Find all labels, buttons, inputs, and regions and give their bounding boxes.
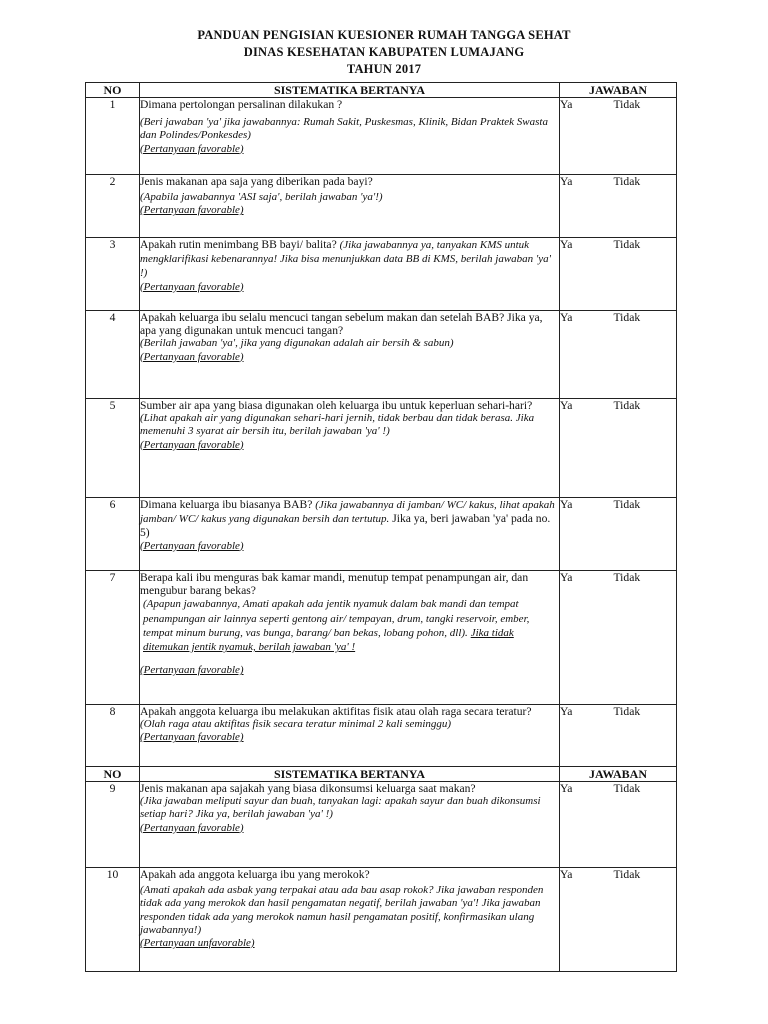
answer-tidak: Tidak <box>614 311 677 399</box>
header-title: PANDUAN PENGISIAN KUESIONER RUMAH TANGGA SEHAT <box>197 28 571 42</box>
question-note: (Jika jawaban meliputi sayur dan buah, tanyakan lagi: apakah sayur dan buah dikonsumsi setiap hari? Jika ya, berilah jawaban 'ya' !) <box>140 795 541 821</box>
table-row <box>86 705 677 767</box>
answer-ya: Ya <box>560 238 614 311</box>
column-header-no: NO <box>86 767 140 782</box>
answer-ya: Ya <box>560 175 614 238</box>
question-cell <box>140 782 560 868</box>
question-text: Dimana keluarga ibu biasanya BAB? <box>140 498 313 511</box>
table-row <box>86 782 677 868</box>
question-text: Apakah ada anggota keluarga ibu yang merokok? <box>140 868 370 881</box>
question-note: (Apabila jawabannya 'ASI saja', berilah jawaban 'ya'!) <box>140 191 383 204</box>
table-row <box>86 498 677 571</box>
table-row <box>86 868 677 972</box>
row-number: 9 <box>86 782 140 868</box>
table-header-row <box>86 83 677 98</box>
question-cell <box>140 98 560 175</box>
question-cell <box>140 399 560 498</box>
question-cell <box>140 498 560 571</box>
answer-ya: Ya <box>560 782 614 868</box>
row-number: 8 <box>86 705 140 767</box>
answer-tidak: Tidak <box>614 399 677 498</box>
question-tag: (Pertanyaan favorable) <box>140 280 244 293</box>
row-number: 5 <box>86 399 140 498</box>
row-number: 4 <box>86 311 140 399</box>
table-row <box>86 571 677 705</box>
question-text: Jenis makanan apa sajakah yang biasa dikonsumsi keluarga saat makan? <box>140 782 476 795</box>
question-text: Apakah rutin menimbang BB bayi/ balita? <box>140 238 337 251</box>
answer-ya: Ya <box>560 399 614 498</box>
question-tag: (Pertanyaan favorable) <box>140 350 244 363</box>
column-header-no: NO <box>86 83 140 98</box>
row-number: 6 <box>86 498 140 571</box>
column-header-answer: JAWABAN <box>560 83 677 98</box>
answer-tidak: Tidak <box>614 705 677 767</box>
question-line <box>140 597 559 654</box>
question-note: (Jika jawabannya di jamban/ WC/ kakus, lihat apakah jamban/ WC/ kakus yang digunakan bersih dan tertutup. <box>140 499 555 526</box>
question-note: (Lihat apakah air yang digunakan sehari-hari jernih, tidak berbau dan tidak berasa. Jika memenuhi 3 syarat air bersih itu, berilah jawaban 'ya' !) <box>140 412 535 438</box>
question-note: (Amati apakah ada asbak yang terpakai atau ada bau asap rokok? Jika jawaban responden tidak ada yang merokok dan hasil pengamatan negatif, berilah jawaban 'ya'! Jika jawaban responden tidak ada yang merokok namun hasil pengamatan positif, konfirmasikan ulang jawabannya!) <box>140 884 544 936</box>
document-header <box>0 27 768 78</box>
question-text: Dimana pertolongan persalinan dilakukan ? <box>140 98 343 111</box>
question-line <box>140 498 559 540</box>
row-number: 3 <box>86 238 140 311</box>
question-cell <box>140 311 560 399</box>
question-text: Berapa kali ibu menguras bak kamar mandi, menutup tempat penampungan air, dan mengubur barang bekas? <box>140 571 529 598</box>
question-note: (Olah raga atau aktifitas fisik secara teratur minimal 2 kali seminggu) <box>140 718 452 731</box>
column-header-question: SISTEMATIKA BERTANYA <box>140 767 560 782</box>
answer-tidak: Tidak <box>614 498 677 571</box>
question-note: (Beri jawaban 'ya' jika jawabannya: Rumah Sakit, Puskesmas, Klinik, Bidan Praktek Swasta dan Polindes/Ponkesdes) <box>140 116 548 142</box>
answer-ya: Ya <box>560 311 614 399</box>
question-tag: (Pertanyaan unfavorable) <box>140 937 255 950</box>
questionnaire-table <box>85 82 677 972</box>
question-note: (Apapun jawabannya, Amati apakah ada jentik nyamuk dalam bak mandi dan tempat penampungan air lainnya seperti gentong air/ tempayan, drum, tangki reservoir, ember, tempat minum burung, vas bunga, barang/ ban bekas, lobang pohon, dll). <box>143 598 530 639</box>
question-note-emphasis: Jika tidak ditemukan jentik nyamuk, berilah jawaban 'ya' ! <box>143 626 514 654</box>
row-number: 1 <box>86 98 140 175</box>
row-number: 2 <box>86 175 140 238</box>
answer-ya: Ya <box>560 868 614 972</box>
question-text: Apakah keluarga ibu selalu mencuci tangan sebelum makan dan setelah BAB? Jika ya, apa yang digunakan untuk mencuci tangan? <box>140 311 543 338</box>
question-tag: (Pertanyaan favorable) <box>140 204 244 217</box>
question-tag: (Pertanyaan favorable) <box>140 142 244 155</box>
question-tag: (Pertanyaan favorable) <box>140 821 244 834</box>
question-text: Sumber air apa yang biasa digunakan oleh keluarga ibu untuk keperluan sehari-hari? <box>140 399 533 412</box>
question-note: (Berilah jawaban 'ya', jika yang digunakan adalah air bersih & sabun) <box>140 337 454 350</box>
answer-tidak: Tidak <box>614 782 677 868</box>
answer-tidak: Tidak <box>614 868 677 972</box>
row-number: 7 <box>86 571 140 705</box>
question-cell <box>140 868 560 972</box>
answer-tidak: Tidak <box>614 571 677 705</box>
table-header-row <box>86 767 677 782</box>
table-row <box>86 311 677 399</box>
question-line <box>140 238 559 281</box>
question-text: Apakah anggota keluarga ibu melakukan aktifitas fisik atau olah raga secara teratur? <box>140 705 532 718</box>
column-header-answer: JAWABAN <box>560 767 677 782</box>
header-institution: DINAS KESEHATAN KABUPATEN LUMAJANG <box>243 45 525 59</box>
header-year: TAHUN 2017 <box>346 62 422 76</box>
column-header-question: SISTEMATIKA BERTANYA <box>140 83 560 98</box>
question-note-plain: Jika ya, beri jawaban 'ya' pada no. 5) <box>140 512 551 540</box>
answer-ya: Ya <box>560 571 614 705</box>
row-number: 10 <box>86 868 140 972</box>
table-row <box>86 238 677 311</box>
question-text: Jenis makanan apa saja yang diberikan pada bayi? <box>140 175 373 188</box>
question-note: (Jika jawabannya ya, tanyakan KMS untuk mengklarifikasi kebenarannya! Jika bisa menunjukkan data BB di KMS, berilah jawaban 'ya' !) <box>140 239 552 280</box>
answer-tidak: Tidak <box>614 175 677 238</box>
answer-ya: Ya <box>560 98 614 175</box>
question-cell <box>140 238 560 311</box>
answer-tidak: Tidak <box>614 238 677 311</box>
table-row <box>86 399 677 498</box>
answer-ya: Ya <box>560 705 614 767</box>
question-tag: (Pertanyaan favorable) <box>140 664 244 677</box>
table-row <box>86 98 677 175</box>
question-tag: (Pertanyaan favorable) <box>140 438 244 451</box>
question-tag: (Pertanyaan favorable) <box>140 539 244 552</box>
answer-ya: Ya <box>560 498 614 571</box>
question-cell <box>140 705 560 767</box>
question-cell <box>140 571 560 705</box>
table-row <box>86 175 677 238</box>
question-cell <box>140 175 560 238</box>
answer-tidak: Tidak <box>614 98 677 175</box>
question-tag: (Pertanyaan favorable) <box>140 731 244 744</box>
